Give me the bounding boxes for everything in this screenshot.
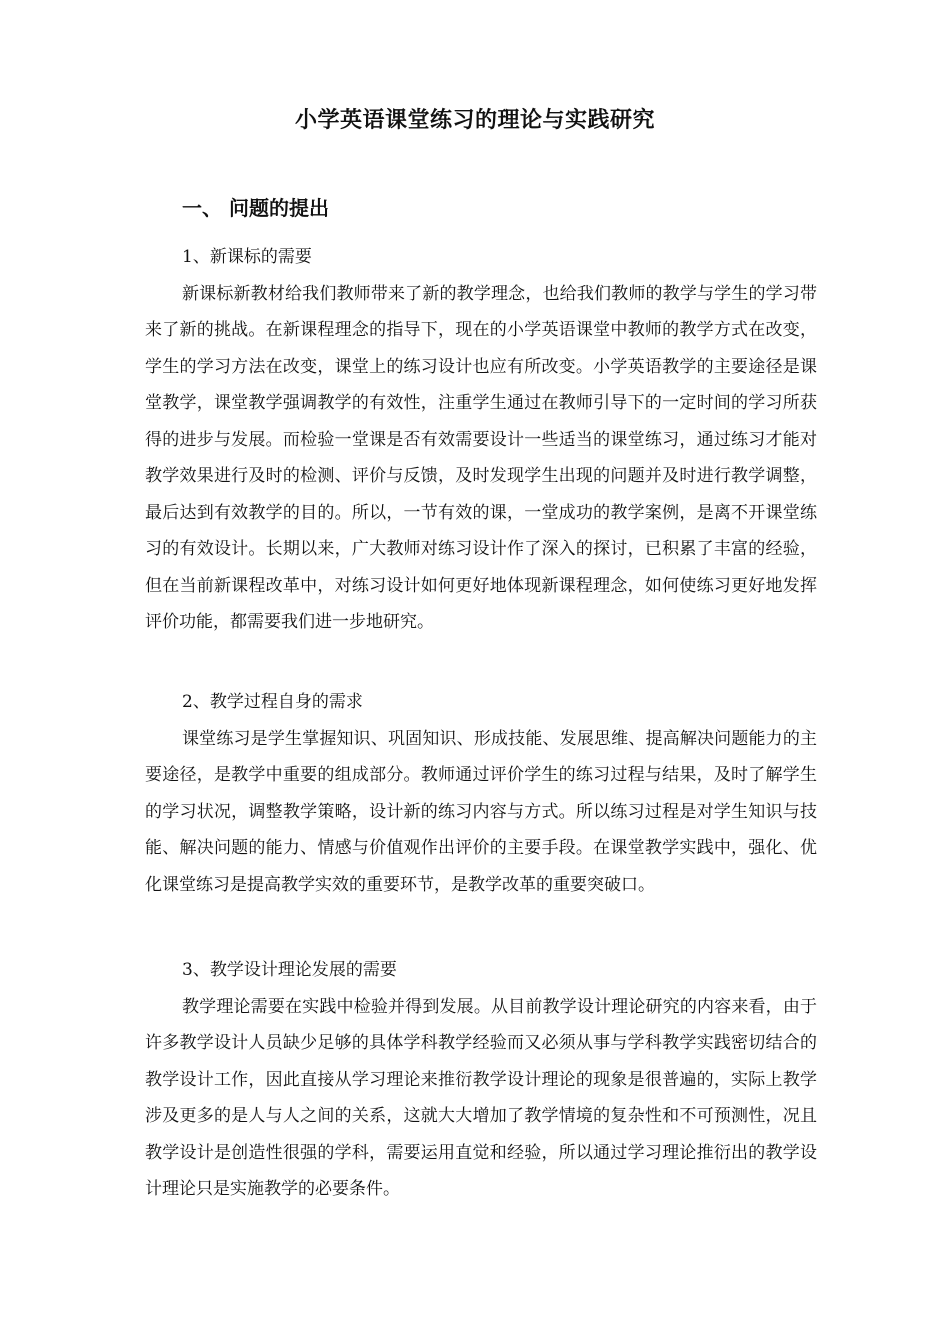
section-heading: 一、 问题的提出 <box>182 196 329 220</box>
section-1 <box>145 239 817 641</box>
subheading-3: 3、教学设计理论发展的需要 <box>182 960 397 980</box>
section-2 <box>145 684 817 903</box>
document-title: 小学英语课堂练习的理论与实践研究 <box>294 107 655 133</box>
paragraph-1: 新课标新教材给我们教师带来了新的教学理念，也给我们教师的教学与学生的学习带来了新的挑战。在新课程理念的指导下，现在的小学英语课堂中教师的教学方式在改变，学生的学习方法在改变，课堂上的练习设计也应有所改变。小学英语教学的主要途径是课堂教学，课堂教学强调教学的有效性，注重学生通过在教师引导下的一定时间的学习所获得的进步与发展。而检验一堂课是否有效需要设计一些适当的课堂练习，通过练习才能对教学效果进行及时的检测、评价与反馈，及时发现学生出现的问题并及时进行教学调整，最后达到有效教学的目的。所以，一节有效的课，一堂成功的教学案例，是离不开课堂练习的有效设计。长期以来，广大教师对练习设计作了深入的探讨，已积累了丰富的经验，但在当前新课程改革中，对练习设计如何更好地体现新课程理念，如何使练习更好地发挥评价功能，都需要我们进一步地研究。 <box>145 283 817 632</box>
section-3 <box>145 952 817 1208</box>
subheading-2: 2、教学过程自身的需求 <box>182 692 363 712</box>
paragraph-2: 课堂练习是学生掌握知识、巩固知识、形成技能、发展思维、提高解决问题能力的主要途径，是教学中重要的组成部分。教师通过评价学生的练习过程与结果，及时了解学生的学习状况，调整教学策略，设计新的练习内容与方式。所以练习过程是对学生知识与技能、解决问题的能力、情感与价值观作出评价的主要手段。在课堂教学实践中，强化、优化课堂练习是提高教学实效的重要环节，是教学改革的重要突破口。 <box>145 728 817 895</box>
subheading-1: 1、新课标的需要 <box>182 247 312 267</box>
paragraph-3: 教学理论需要在实践中检验并得到发展。从目前教学设计理论研究的内容来看，由于许多教学设计人员缺少足够的具体学科教学经验而又必须从事与学科教学实践密切结合的教学设计工作，因此直接从学习理论来推衍教学设计理论的现象是很普遍的，实际上教学涉及更多的是人与人之间的关系，这就大大增加了教学情境的复杂性和不可预测性，况且教学设计是创造性很强的学科，需要运用直觉和经验，所以通过学习理论推衍出的教学设计理论只是实施教学的必要条件。 <box>145 996 817 1199</box>
